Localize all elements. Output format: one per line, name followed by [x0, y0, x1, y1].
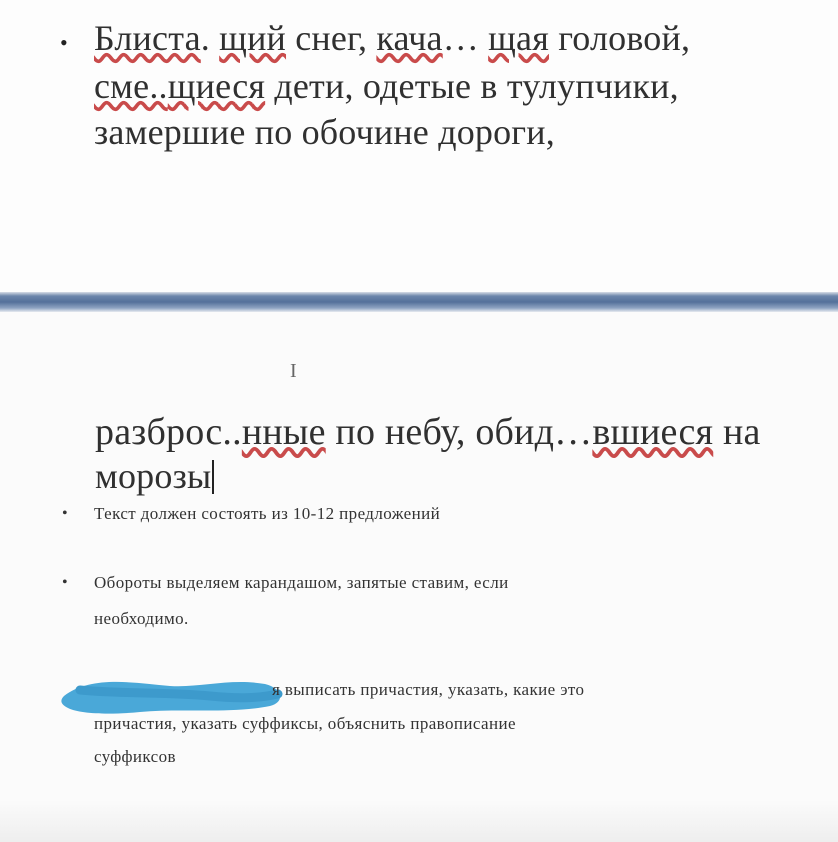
page-bottom-edge [0, 800, 838, 842]
word-nnye: нные [241, 411, 326, 453]
word-shchiesya: щиеся [167, 66, 266, 106]
word-sme: сме.. [94, 66, 168, 106]
text-fragment: … [442, 18, 489, 58]
text-fragment: головой, [549, 18, 691, 58]
text-fragment: по небу, [325, 411, 476, 453]
text-fragment: дети, одетые в [265, 66, 507, 106]
bullet-icon: • [62, 505, 68, 522]
text-line-3[interactable]: замершие по обочине дороги, [94, 112, 555, 152]
text-fragment: , [669, 66, 679, 106]
bullet-text-1[interactable]: Текст должен состоять из 10-12 предложений [94, 504, 441, 523]
text-line-5[interactable] [95, 456, 214, 496]
text-fragment: разброс.. [95, 411, 242, 453]
word-tulupchiki: тулупчики [506, 66, 670, 106]
bullet-icon: • [62, 574, 68, 591]
text-line-4[interactable] [95, 412, 761, 452]
bullet-text-2[interactable]: Обороты выделяем карандашом, запятые ставим, если [94, 573, 509, 592]
bullet-text-2-cont[interactable]: необходимо. [94, 609, 189, 628]
text-fragment: морозы [95, 456, 212, 496]
text-line-2[interactable] [94, 66, 679, 106]
bullet-icon: • [60, 30, 68, 55]
text-line-1[interactable] [94, 18, 690, 58]
word-shchaya: щая [488, 18, 549, 58]
ibeam-cursor-icon: I [290, 360, 297, 382]
text-fragment: . [200, 18, 220, 58]
task-text-line-1[interactable]: я выписать причастия, указать, какие это [272, 680, 585, 699]
word-vshiesya: вшиеся [592, 411, 714, 453]
text-fragment: обид… [475, 411, 593, 453]
text-fragment: на [713, 411, 761, 453]
word-shchiy: щий [219, 18, 287, 58]
task-text-line-3[interactable]: суффиксов [94, 747, 176, 766]
word-blista: Блиста [94, 18, 201, 58]
word-kacha: кача [376, 18, 443, 58]
task-text-line-2[interactable]: причастия, указать суффиксы, объяснить правописание [94, 714, 516, 733]
text-fragment: снег, [286, 18, 377, 58]
text-caret [212, 460, 214, 494]
page-break-bar [0, 292, 838, 312]
